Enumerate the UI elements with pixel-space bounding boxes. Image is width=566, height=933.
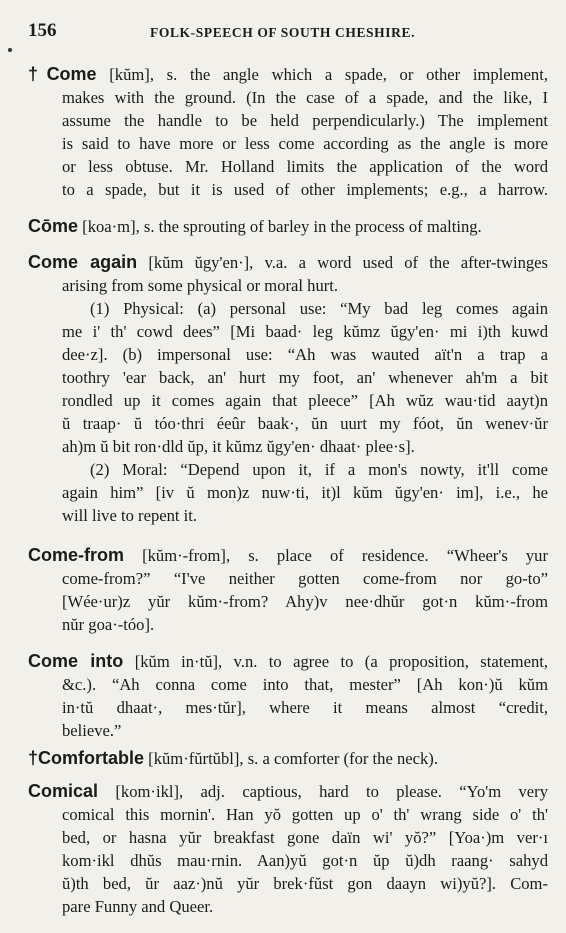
entry-line: or less obtuse. Mr. Holland limits the application of the word (62, 157, 548, 176)
entry-line (28, 215, 548, 238)
entry-line: me i' th' cowd dees” [Mi baad· leg kŭmz ŭgy'en· mi i)th kuwd (62, 322, 548, 341)
entry-line: will live to repent it. (62, 506, 198, 525)
entry-line: again him” [iv ŭ mon)z nuw·ti, it)l kŭm ŭgy'en· im], i.e., he (62, 483, 548, 502)
headword: Come into (28, 651, 124, 671)
entry-line: bed, or hasna yŭr breakfast gone daïn wi' yŏ?” [Yoa·)m ver·ı (62, 828, 548, 847)
entry-line: toothry 'ear back, an' hurt my foot, an' whenever ah'm a bit (62, 368, 548, 387)
entry-text: [kŭm·-from], s. place of residence. “Wheer's yur (124, 546, 548, 565)
entry-line: pare Funny and Queer. (62, 897, 214, 916)
entry-line: comical this mornin'. Han yŏ gotten up o' th' wrang side o' th' (62, 805, 548, 824)
entry-line: assume the handle to be held perpendicularly.) The implement (62, 111, 548, 130)
entry-line: believe.” (62, 721, 122, 740)
entry-line: &c.). “Ah conna come into that, mester” [Ah kon·)ŭ kŭm (62, 675, 548, 694)
entry-text: [kŭm·fŭrtŭbl], s. a comforter (for the neck). (144, 749, 438, 768)
entry-line (28, 251, 548, 274)
entry-line: ŭ)th bed, ŭr aaz·)nŭ yŭr brek·fŭst gon daayn wi)yŭ?]. Com- (62, 874, 548, 893)
entry-line (28, 544, 548, 567)
entry-line: is said to have more or less come according as the angle is more (62, 134, 548, 153)
entry-text: [kŭm], s. the angle which a spade, or other implement, (96, 65, 548, 84)
entry-line: (2) Moral: “Depend upon it, if a mon's nowty, it'll come (90, 460, 548, 479)
entry-text: [kom·ikl], adj. captious, hard to please. “Yo'm very (98, 782, 548, 801)
entry-line: ŭ traap· ŭ tóo·thri éeûr baak·, ŭn uurt my fóot, ŭn wenev·ŭr (62, 414, 548, 433)
margin-dot (8, 48, 12, 52)
running-head: FOLK-SPEECH OF SOUTH CHESHIRE. (150, 25, 416, 40)
headword: Comical (28, 781, 99, 801)
headword: Cōme (28, 216, 79, 236)
entry-line (28, 780, 548, 803)
entry-line: come-from?” “I've neither gotten come-from nor go-to” (62, 569, 548, 588)
entry-text: [kŭm ŭgy'en·], v.a. a word used of the after-twinges (137, 253, 548, 272)
headword: Come again (28, 252, 138, 272)
entry-line: kom·ikl dhŭs mau·rnin. Aan)yŭ got·n ŭp ŭ)dh raang· sahyd (62, 851, 548, 870)
entry-text: [koa·m], s. the sprouting of barley in the process of malting. (78, 217, 482, 236)
headword: Come-from (28, 545, 125, 565)
headword: †Come (28, 64, 97, 84)
entry-line: in·tŭ dhaat·, mes·tŭr], where it means almost “credit, (62, 698, 548, 717)
entry-line (28, 747, 548, 770)
entry-line: arising from some physical or moral hurt. (62, 276, 339, 295)
entry-text: [kŭm in·tŭ], v.n. to agree to (a proposition, statement, (123, 652, 548, 671)
entry-line: dee·z]. (b) impersonal use: “Ah was wauted aït'n a trap a (62, 345, 548, 364)
entry-line: to a spade, but it is used of other implements; e.g., a harrow. (62, 180, 548, 199)
entry-line (28, 650, 548, 673)
entry-line: (1) Physical: (a) personal use: “My bad leg comes again (90, 299, 548, 318)
page-number: 156 (28, 20, 57, 41)
entry-line: rondled up it comes again that pleece” [Ah wŭz wau·tid aayt)n (62, 391, 548, 410)
page-header (0, 20, 566, 46)
headword: †Comfortable (28, 748, 145, 768)
entry-line (28, 63, 548, 86)
entry-line: ah)m ŭ bit ron·dld ŭp, it kŭmz ŭgy'en· dhaat· plee·s]. (62, 437, 415, 456)
entry-line: nŭr goa·-tóo]. (62, 615, 155, 634)
entry-line: [Wée·ur)z yŭr kŭm·-from? Ahy)v nee·dhŭr got·n kŭm·-from (62, 592, 548, 611)
entry-line: makes with the ground. (In the case of a spade, and the like, I (62, 88, 548, 107)
